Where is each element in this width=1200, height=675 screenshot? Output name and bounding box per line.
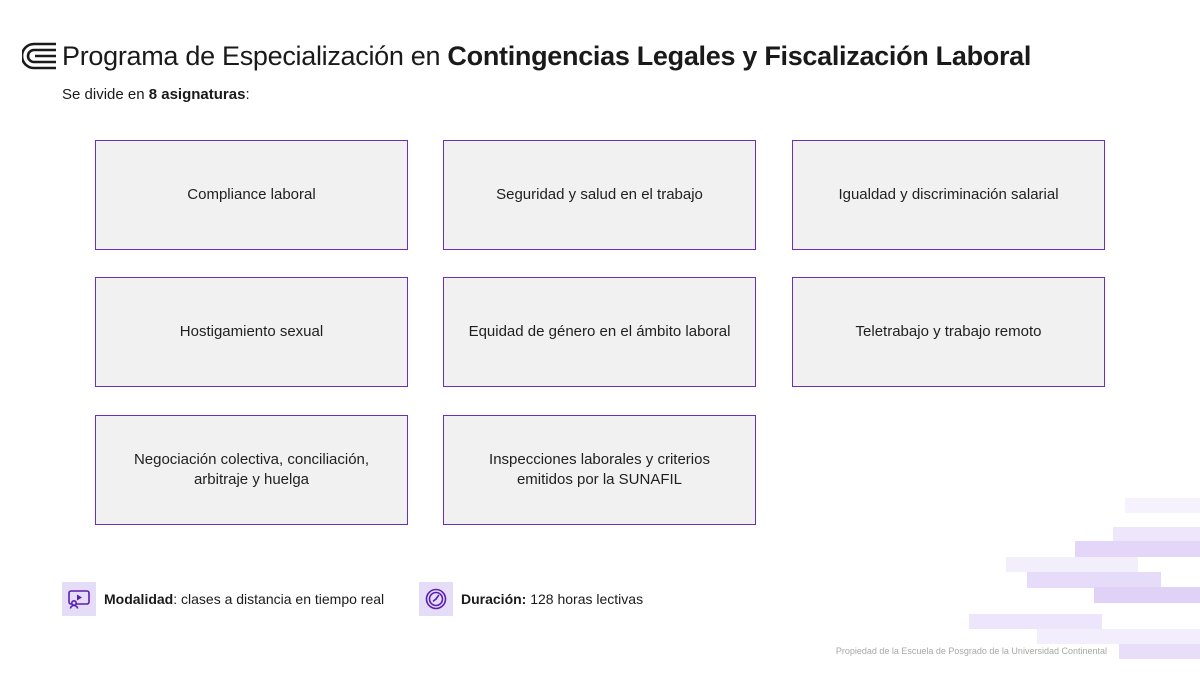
decorative-stripe [1125, 498, 1200, 513]
modalidad-value: : clases a distancia en tiempo real [173, 591, 385, 607]
video-class-icon [62, 582, 96, 616]
duracion-label: Duración: [461, 591, 527, 607]
decorative-stripe [1027, 572, 1161, 588]
decorative-stripe [969, 614, 1102, 629]
clock-icon [419, 582, 453, 616]
course-card [95, 140, 408, 250]
duracion-value: 128 horas lectivas [526, 591, 644, 607]
decorative-stripe [1037, 629, 1200, 644]
course-label: Negociación colectiva, conciliación, arbitraje y huelga [133, 451, 370, 488]
decorative-stripe [1075, 541, 1200, 557]
university-logo-icon [22, 42, 58, 70]
subtitle-suffix: : [245, 86, 250, 103]
course-card [792, 277, 1105, 387]
course-label: Seguridad y salud en el trabajo [496, 186, 703, 203]
course-label: Equidad de género en el ámbito laboral [468, 323, 731, 340]
course-label: Teletrabajo y trabajo remoto [855, 323, 1042, 340]
subtitle-prefix: Se divide en [62, 86, 149, 103]
course-card [792, 140, 1105, 250]
decorative-stripe [1006, 557, 1138, 572]
duracion-info [419, 582, 643, 616]
course-label: Igualdad y discriminación salarial [838, 186, 1059, 203]
course-card [95, 415, 408, 525]
course-label: Compliance laboral [187, 186, 316, 203]
decorative-stripe [1119, 644, 1200, 659]
modalidad-label: Modalidad [104, 591, 174, 607]
course-label: Inspecciones laborales y criterios emitidos por la SUNAFIL [489, 451, 710, 488]
course-card [443, 140, 756, 250]
title-prefix: Programa de Especialización en [62, 41, 448, 71]
title-program-name: Contingencias Legales y Fiscalización Laboral [447, 41, 1032, 71]
page-subtitle [62, 85, 250, 105]
course-card [443, 277, 756, 387]
decorative-stripe [1094, 587, 1200, 603]
modalidad-info [62, 582, 384, 616]
subtitle-count: 8 asignaturas [148, 86, 246, 103]
page-title [62, 38, 1031, 74]
course-card [95, 277, 408, 387]
footer-ownership-text: Propiedad de la Escuela de Posgrado de la Universidad Continental [835, 646, 1107, 656]
course-card [443, 415, 756, 525]
course-label: Hostigamiento sexual [179, 323, 324, 340]
decorative-stripe [1113, 527, 1200, 541]
